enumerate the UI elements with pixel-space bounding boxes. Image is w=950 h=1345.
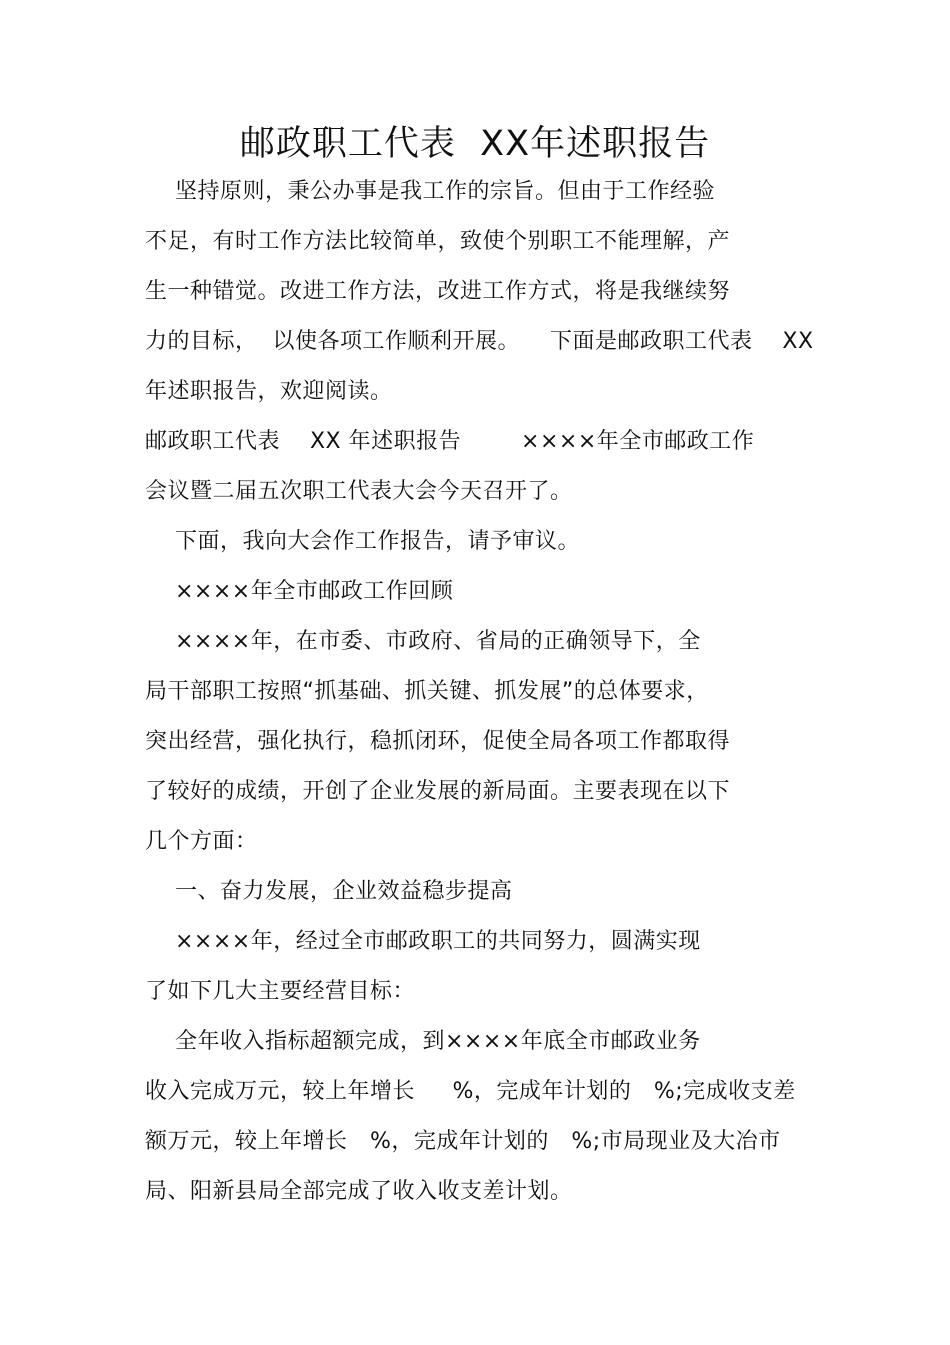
paragraph-line: ××××年，经过全市邮政职工的共同努力，圆满实现 [145, 929, 701, 954]
document-title: 邮政职工代表 XX年述职报告 [239, 124, 711, 164]
paragraph-line: 额万元，较上年增长 %，完成年计划的 %;市局现业及大冶市 [145, 1129, 781, 1154]
paragraph-line: 了较好的成绩，开创了企业发展的新局面。主要表现在以下 [145, 779, 731, 804]
paragraph-line: 下面，我向大会作工作报告，请予审议。 [145, 529, 580, 554]
section-heading: ××××年全市邮政工作回顾 [145, 579, 454, 604]
paragraph-line: 突出经营，强化执行，稳抓闭环，促使全局各项工作都取得 [145, 729, 731, 754]
paragraph-line: 年述职报告，欢迎阅读。 [145, 379, 393, 404]
paragraph-line: 了如下几大主要经营目标： [145, 979, 416, 1004]
paragraph-line: ××××年，在市委、市政府、省局的正确领导下，全 [145, 629, 701, 654]
paragraph-line: 生一种错觉。改进工作方法，改进工作方式，将是我继续努 [145, 279, 731, 304]
paragraph-line: 坚持原则，秉公办事是我工作的宗旨。但由于工作经验 [145, 179, 715, 204]
paragraph-line: 局、阳新县局全部完成了收入收支差计划。 [145, 1179, 573, 1204]
paragraph-line: 全年收入指标超额完成，到××××年底全市邮政业务 [145, 1029, 701, 1054]
paragraph-line: 几个方面： [145, 829, 258, 854]
section-heading: 一、奋力发展，企业效益稳步提高 [145, 879, 513, 904]
paragraph-line: 局干部职工按照“抓基础、抓关键、抓发展”的总体要求， [145, 679, 709, 704]
paragraph-line: 会议暨二届五次职工代表大会今天召开了。 [145, 479, 573, 504]
paragraph-line: 不足，有时工作方法比较简单，致使个别职工不能理解，产 [145, 229, 731, 254]
paragraph-line: 收入完成万元，较上年增长 %，完成年计划的 %;完成收支差 [145, 1079, 796, 1104]
paragraph-line: 邮政职工代表 XX 年述职报告 ××××年全市邮政工作 [145, 429, 755, 454]
paragraph-line: 力的目标， 以使各项工作顺利开展。 下面是邮政职工代表 XX [145, 329, 814, 354]
